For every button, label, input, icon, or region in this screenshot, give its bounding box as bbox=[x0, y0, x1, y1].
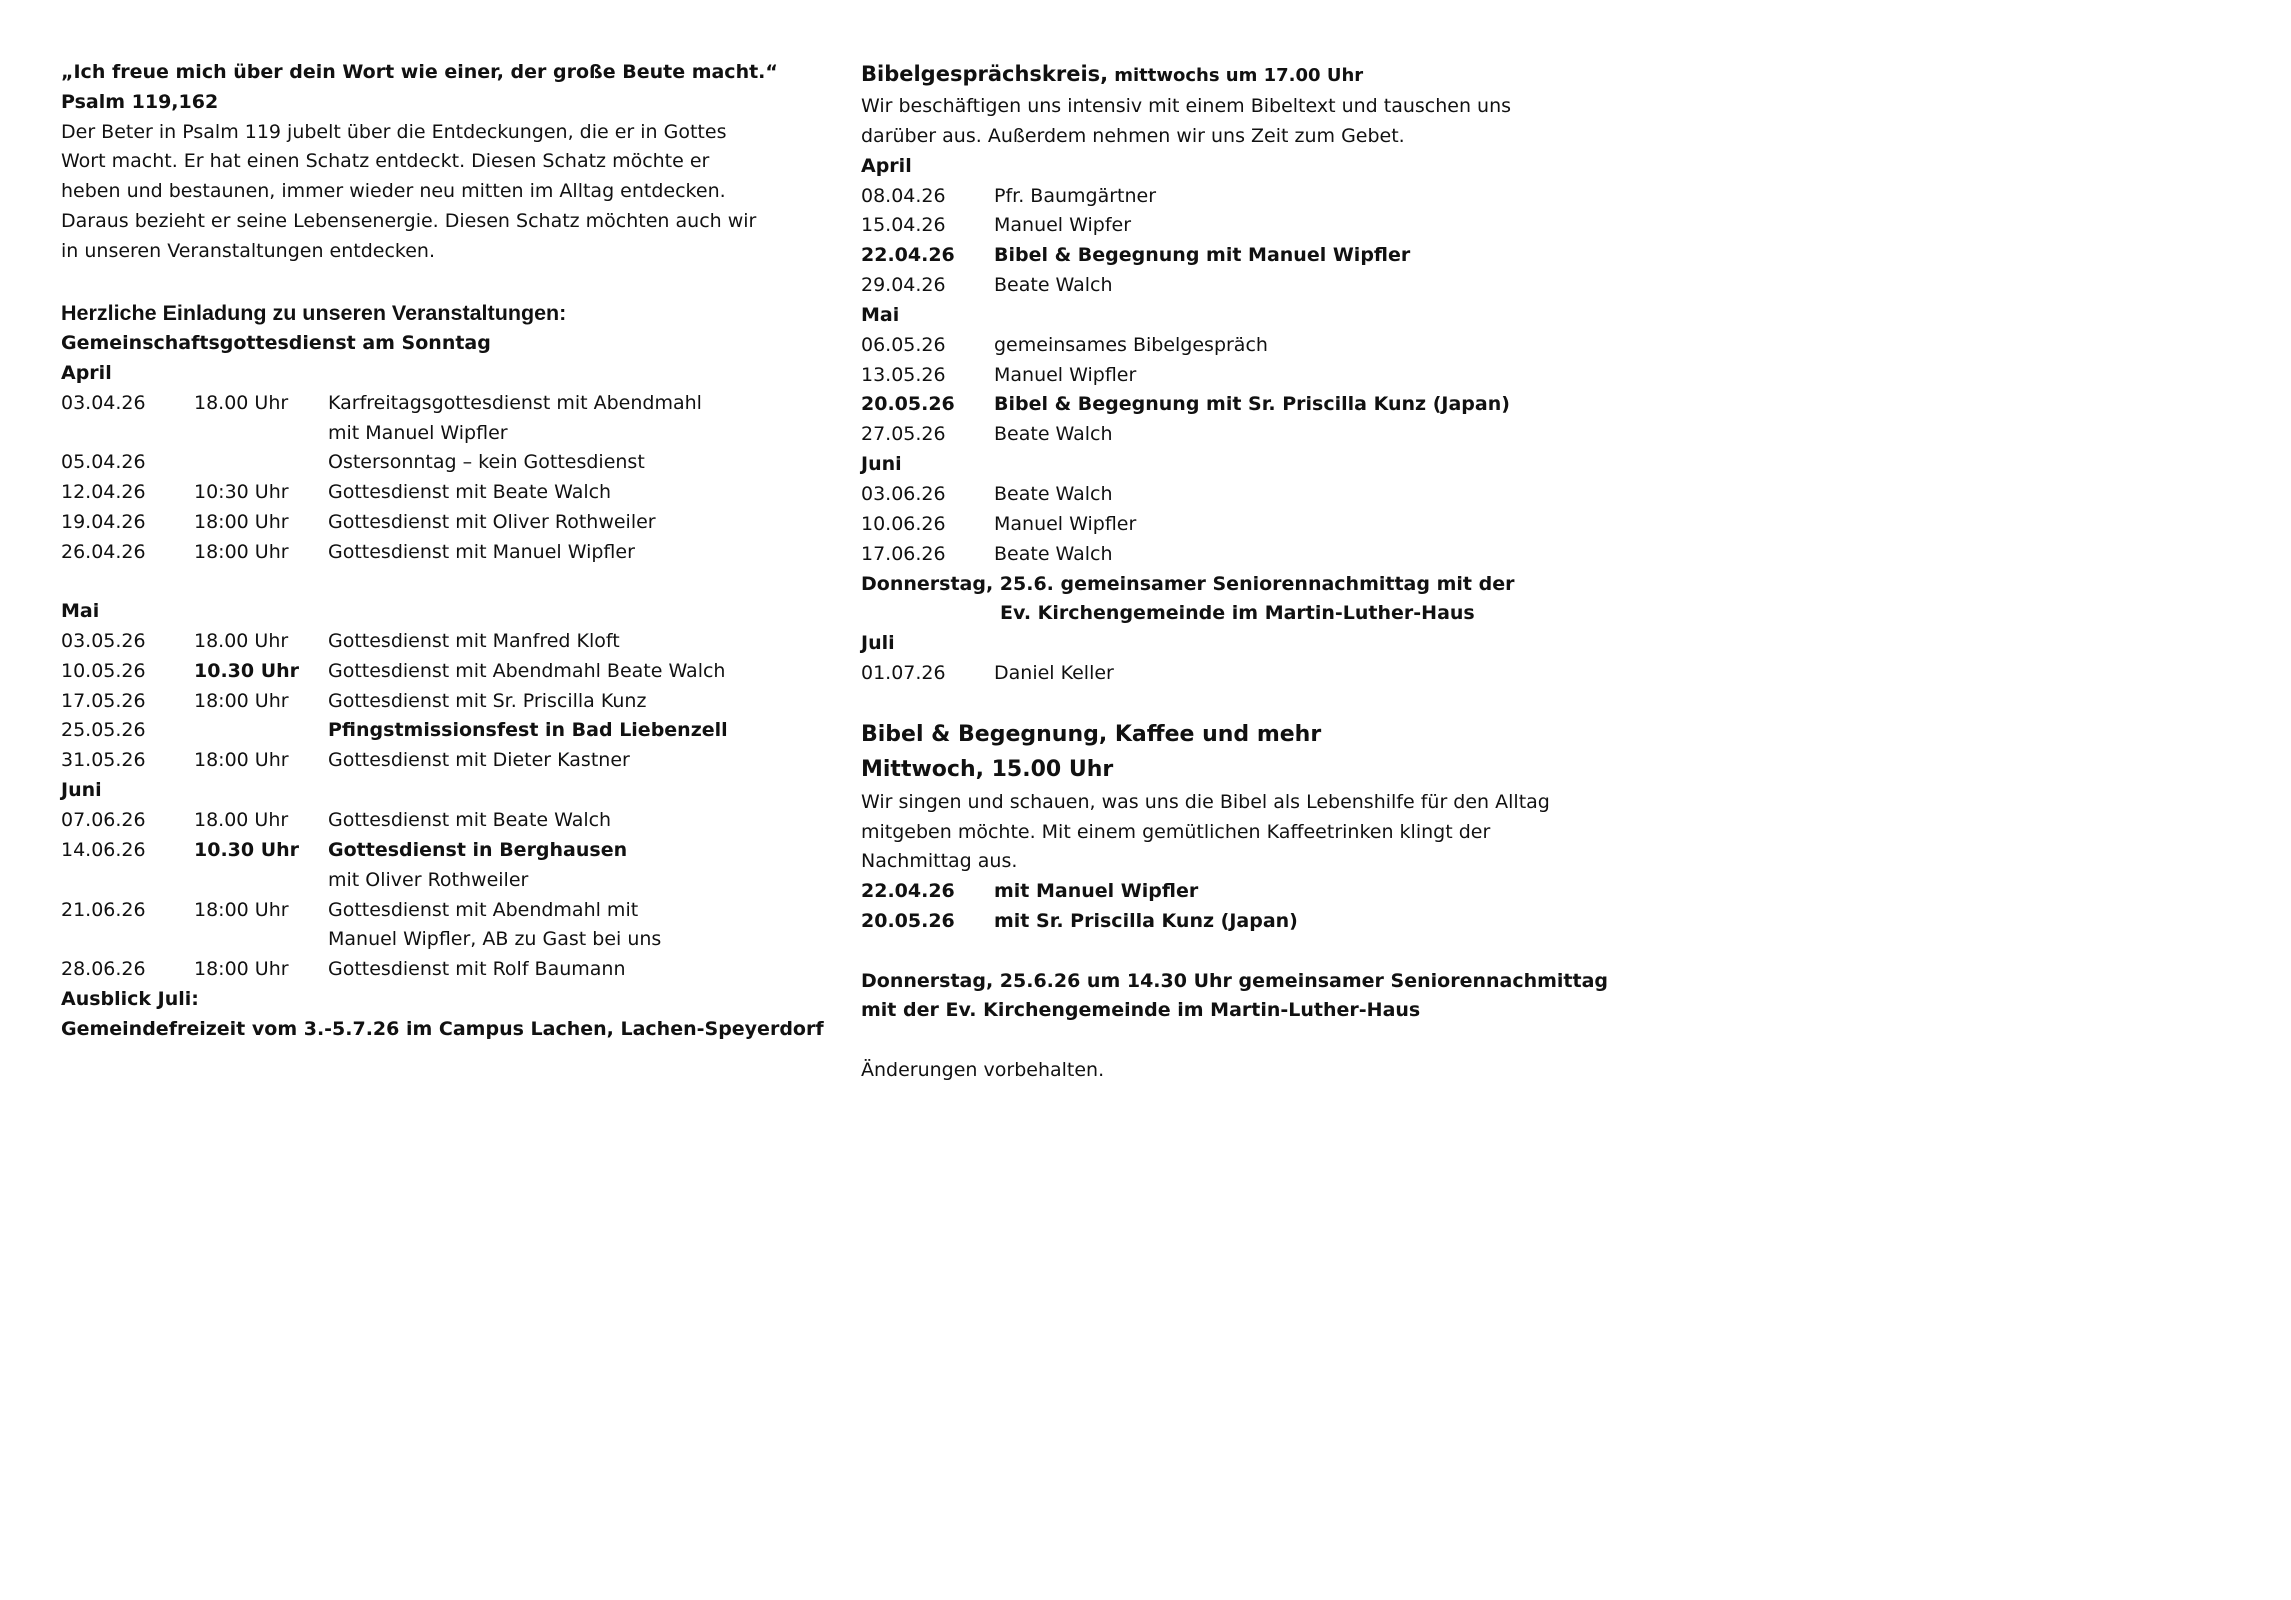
description: Beate Walch bbox=[994, 483, 1113, 505]
date: 10.06.26 bbox=[861, 513, 946, 535]
intro-line: Der Beter in Psalm 119 jubelt über die Entdeckungen, die er in Gottes bbox=[61, 121, 727, 143]
time: 10.30 Uhr bbox=[194, 660, 300, 682]
schedule-row bbox=[61, 718, 761, 742]
schedule-row bbox=[61, 689, 761, 713]
quote-reference: Psalm 119,162 bbox=[61, 91, 219, 113]
bible-row bbox=[861, 542, 1541, 566]
description: Gottesdienst mit Oliver Rothweiler bbox=[328, 511, 656, 533]
intro-line: in unseren Veranstaltungen entdecken. bbox=[61, 240, 436, 262]
description: Gottesdienst mit Beate Walch bbox=[328, 481, 612, 503]
schedule-row-continuation bbox=[61, 421, 761, 445]
time: 18.00 Uhr bbox=[194, 630, 289, 652]
date: 21.06.26 bbox=[61, 899, 146, 921]
footer-note: Änderungen vorbehalten. bbox=[861, 1059, 1105, 1081]
bb-row bbox=[861, 879, 1541, 903]
time: 18.00 Uhr bbox=[194, 392, 289, 414]
bible-row bbox=[861, 422, 1541, 446]
date: 06.05.26 bbox=[861, 334, 946, 356]
description: Gottesdienst mit Sr. Priscilla Kunz bbox=[328, 690, 647, 712]
description: mit Sr. Priscilla Kunz (Japan) bbox=[994, 910, 1298, 932]
schedule-row bbox=[61, 838, 761, 862]
time: 18:00 Uhr bbox=[194, 541, 289, 563]
date: 17.05.26 bbox=[61, 690, 146, 712]
time: 18:00 Uhr bbox=[194, 749, 289, 771]
description: gemeinsames Bibelgespräch bbox=[994, 334, 1268, 356]
schedule-row bbox=[61, 957, 761, 981]
bible-row bbox=[861, 392, 1541, 416]
bible-row bbox=[861, 213, 1541, 237]
description: Manuel Wipfer bbox=[994, 214, 1132, 236]
description: mit Oliver Rothweiler bbox=[328, 869, 529, 891]
month-label-juni: Juni bbox=[861, 453, 902, 475]
date: 28.06.26 bbox=[61, 958, 146, 980]
time: 18.00 Uhr bbox=[194, 809, 289, 831]
date: 12.04.26 bbox=[61, 481, 146, 503]
bb-title: Bibel & Begegnung, Kaffee und mehr bbox=[861, 722, 1322, 747]
description: Gottesdienst mit Abendmahl mit bbox=[328, 899, 639, 921]
bible-row bbox=[861, 661, 1541, 685]
document-page bbox=[0, 0, 1609, 1102]
bible-intro-line: darüber aus. Außerdem nehmen wir uns Zeit zum Gebet. bbox=[861, 125, 1405, 147]
schedule-row bbox=[61, 808, 761, 832]
date: 05.04.26 bbox=[61, 451, 146, 473]
date: 03.05.26 bbox=[61, 630, 146, 652]
date: 15.04.26 bbox=[861, 214, 946, 236]
bible-quote: „Ich freue mich über dein Wort wie einer, der große Beute macht.“ bbox=[61, 61, 778, 83]
date: 10.05.26 bbox=[61, 660, 146, 682]
senior-afternoon-note: Donnerstag, 25.6.26 um 14.30 Uhr gemeinsamer Seniorennachmittag bbox=[861, 970, 1609, 992]
month-label-april: April bbox=[861, 155, 912, 177]
month-label-mai: Mai bbox=[61, 600, 100, 622]
schedule-row-continuation bbox=[61, 868, 761, 892]
bb-intro-line: Nachmittag aus. bbox=[861, 850, 1018, 872]
bible-circle-title: Bibelgesprächskreis, bbox=[861, 62, 1109, 86]
schedule-row bbox=[61, 391, 761, 415]
time: 18:00 Uhr bbox=[194, 899, 289, 921]
schedule-row bbox=[61, 450, 761, 474]
description: Beate Walch bbox=[994, 423, 1113, 445]
description: Beate Walch bbox=[994, 543, 1113, 565]
intro-line: Daraus bezieht er seine Lebensenergie. Diesen Schatz möchten auch wir bbox=[61, 210, 757, 232]
bb-intro-line: mitgeben möchte. Mit einem gemütlichen Kaffeetrinken klingt der bbox=[861, 821, 1491, 843]
date: 14.06.26 bbox=[61, 839, 146, 861]
bible-row bbox=[861, 243, 1541, 267]
month-label-juni: Juni bbox=[61, 779, 102, 801]
description: Pfr. Baumgärtner bbox=[994, 185, 1157, 207]
description: Gottesdienst mit Abendmahl Beate Walch bbox=[328, 660, 726, 682]
bible-circle-time: mittwochs um 17.00 Uhr bbox=[1114, 65, 1364, 86]
description: Beate Walch bbox=[994, 274, 1113, 296]
bible-row bbox=[861, 273, 1541, 297]
bible-row bbox=[861, 363, 1541, 387]
date: 03.04.26 bbox=[61, 392, 146, 414]
schedule-row bbox=[61, 540, 761, 564]
date: 03.06.26 bbox=[861, 483, 946, 505]
bible-row bbox=[861, 184, 1541, 208]
bb-row bbox=[861, 909, 1541, 933]
date: 20.05.26 bbox=[861, 910, 955, 932]
description: Bibel & Begegnung mit Manuel Wipfler bbox=[994, 244, 1411, 266]
description: Gottesdienst mit Rolf Baumann bbox=[328, 958, 626, 980]
outlook-label: Ausblick Juli: bbox=[61, 988, 199, 1010]
intro-line: heben und bestaunen, immer wieder neu mitten im Alltag entdecken. bbox=[61, 180, 726, 202]
senior-afternoon-note: Donnerstag, 25.6. gemeinsamer Seniorennachmittag mit der bbox=[861, 573, 1515, 595]
description: Manuel Wipfler, AB zu Gast bei uns bbox=[328, 928, 662, 950]
date: 22.04.26 bbox=[861, 244, 955, 266]
intro-line: Wort macht. Er hat einen Schatz entdeckt. Diesen Schatz möchte er bbox=[61, 150, 710, 172]
description: Pfingstmissionsfest in Bad Liebenzell bbox=[328, 719, 728, 741]
time: 10:30 Uhr bbox=[194, 481, 289, 503]
description: Gottesdienst mit Beate Walch bbox=[328, 809, 612, 831]
schedule-row bbox=[61, 480, 761, 504]
schedule-row bbox=[61, 898, 761, 922]
date: 01.07.26 bbox=[861, 662, 946, 684]
date: 20.05.26 bbox=[861, 393, 955, 415]
description: Gottesdienst mit Manuel Wipfler bbox=[328, 541, 635, 563]
description: Karfreitagsgottesdienst mit Abendmahl bbox=[328, 392, 702, 414]
bible-circle-heading bbox=[861, 62, 1363, 88]
bible-intro-line: Wir beschäftigen uns intensiv mit einem Bibeltext und tauschen uns bbox=[861, 95, 1512, 117]
description: Manuel Wipfler bbox=[994, 513, 1137, 535]
schedule-row-continuation bbox=[61, 927, 761, 951]
date: 07.06.26 bbox=[61, 809, 146, 831]
date: 19.04.26 bbox=[61, 511, 146, 533]
description: Gottesdienst mit Dieter Kastner bbox=[328, 749, 630, 771]
senior-afternoon-note: Ev. Kirchengemeinde im Martin-Luther-Haus bbox=[1000, 602, 1475, 624]
bb-intro-line: Wir singen und schauen, was uns die Bibel als Lebenshilfe für den Alltag bbox=[861, 791, 1550, 813]
date: 08.04.26 bbox=[861, 185, 946, 207]
date: 13.05.26 bbox=[861, 364, 946, 386]
month-label-mai: Mai bbox=[861, 304, 900, 326]
month-label-juli: Juli bbox=[861, 632, 895, 654]
description: Gottesdienst mit Manfred Kloft bbox=[328, 630, 620, 652]
bible-row bbox=[861, 512, 1541, 536]
description: Ostersonntag – kein Gottesdienst bbox=[328, 451, 645, 473]
date: 26.04.26 bbox=[61, 541, 146, 563]
date: 31.05.26 bbox=[61, 749, 146, 771]
description: mit Manuel Wipfler bbox=[328, 422, 508, 444]
description: Daniel Keller bbox=[994, 662, 1114, 684]
bible-row bbox=[861, 333, 1541, 357]
schedule-row bbox=[61, 629, 761, 653]
month-label-april: April bbox=[61, 362, 112, 384]
description: Manuel Wipfler bbox=[994, 364, 1137, 386]
time: 10.30 Uhr bbox=[194, 839, 300, 861]
date: 22.04.26 bbox=[861, 880, 955, 902]
description: Gottesdienst in Berghausen bbox=[328, 839, 628, 861]
time: 18:00 Uhr bbox=[194, 511, 289, 533]
description: Bibel & Begegnung mit Sr. Priscilla Kunz (Japan) bbox=[994, 393, 1510, 415]
schedule-row bbox=[61, 748, 761, 772]
senior-afternoon-note: mit der Ev. Kirchengemeinde im Martin-Luther-Haus bbox=[861, 999, 1421, 1021]
date: 25.05.26 bbox=[61, 719, 146, 741]
time: 18:00 Uhr bbox=[194, 958, 289, 980]
section-heading: Herzliche Einladung zu unseren Veranstaltungen: bbox=[61, 301, 567, 325]
date: 27.05.26 bbox=[861, 423, 946, 445]
bb-subtitle: Mittwoch, 15.00 Uhr bbox=[861, 757, 1114, 782]
date: 17.06.26 bbox=[861, 543, 946, 565]
time: 18:00 Uhr bbox=[194, 690, 289, 712]
outlook-text: Gemeindefreizeit vom 3.-5.7.26 im Campus Lachen, Lachen-Speyerdorf bbox=[61, 1018, 824, 1040]
bible-row bbox=[861, 482, 1541, 506]
schedule-row bbox=[61, 510, 761, 534]
date: 29.04.26 bbox=[861, 274, 946, 296]
schedule-row bbox=[61, 659, 761, 683]
service-subheading: Gemeinschaftsgottesdienst am Sonntag bbox=[61, 332, 491, 354]
description: mit Manuel Wipfler bbox=[994, 880, 1199, 902]
